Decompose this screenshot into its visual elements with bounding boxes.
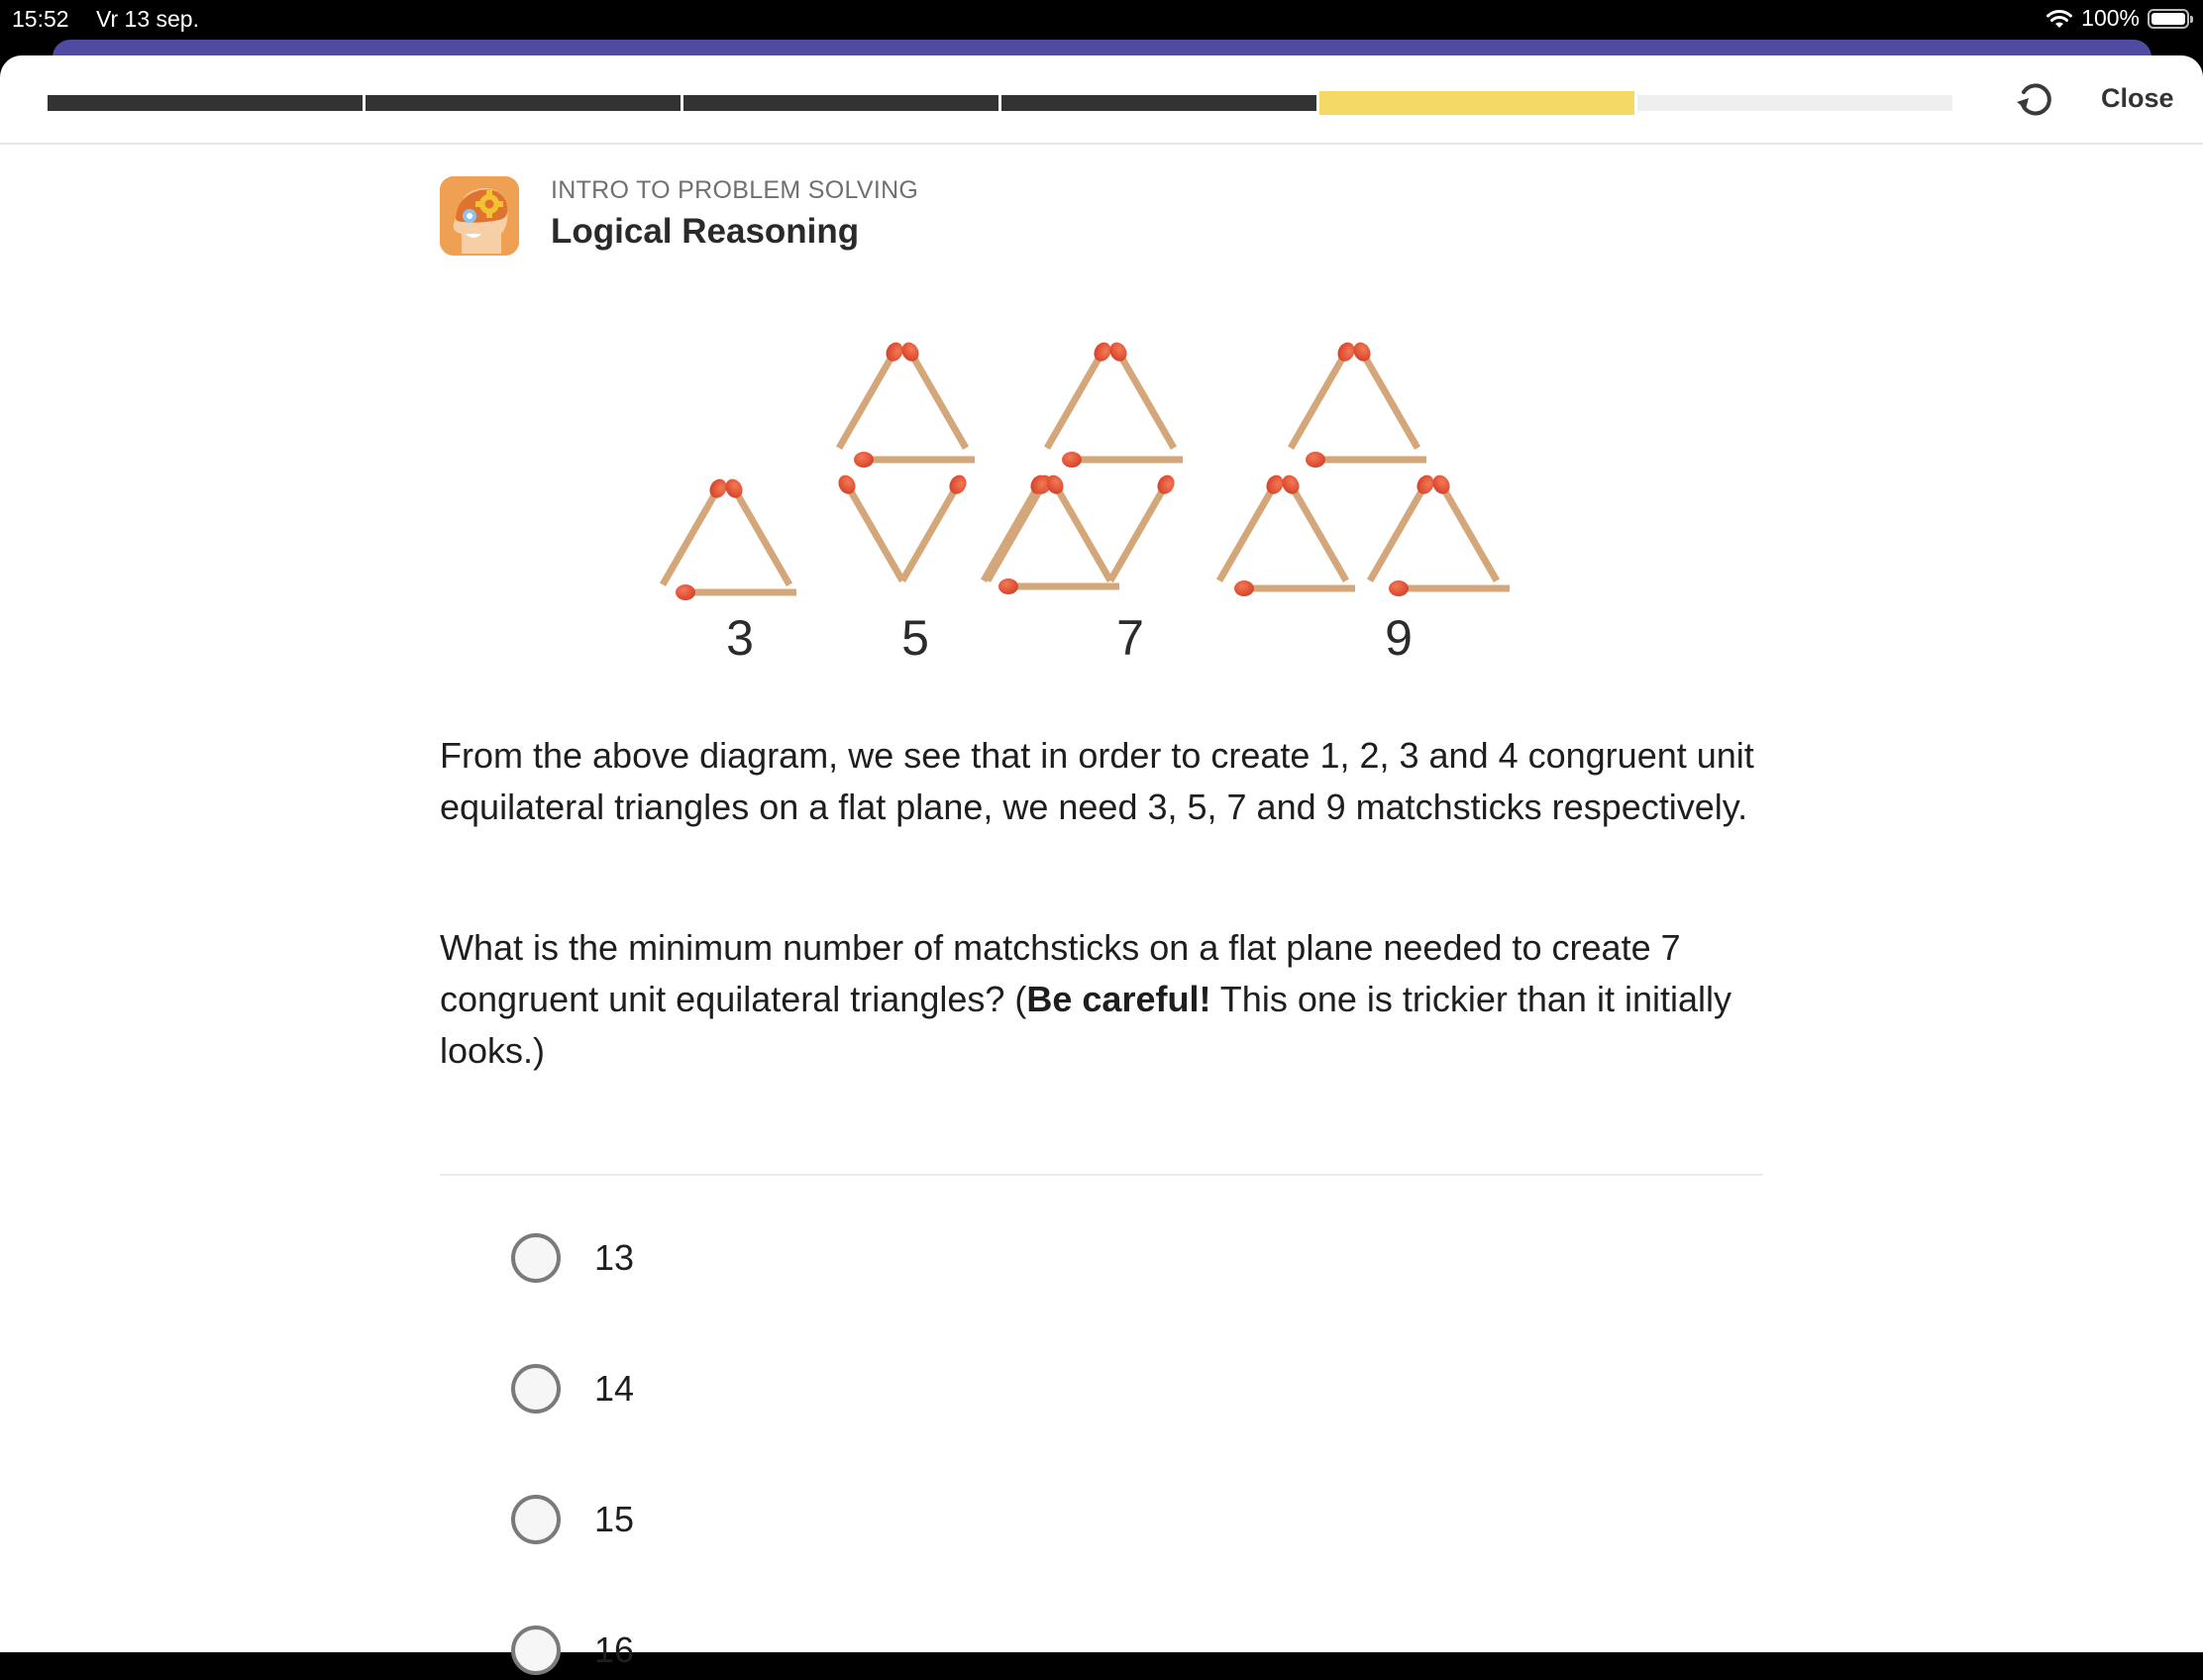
radio-button[interactable] — [511, 1233, 561, 1283]
answer-label: 16 — [594, 1629, 635, 1670]
status-time: 15:52 — [12, 6, 69, 32]
diagram-label: 7 — [1116, 610, 1144, 666]
diagram-label: 5 — [901, 610, 929, 666]
wifi-icon — [2046, 8, 2073, 30]
explanation-paragraph: From the above diagram, we see that in order to create 1, 2, 3 and 4 congruent unit equilateral triangles on a flat plane, we need 3, 5, 7 and 9 matchsticks respectively. — [440, 735, 1754, 827]
refresh-icon[interactable] — [2014, 78, 2055, 120]
answer-option-15[interactable] — [511, 1490, 634, 1549]
radio-button[interactable] — [511, 1364, 561, 1414]
close-button[interactable]: Close — [2101, 83, 2174, 113]
diagram-label: 3 — [726, 610, 754, 666]
radio-button[interactable] — [511, 1495, 561, 1544]
question-text-end: This one is trickier than it initially looks.) — [440, 979, 1731, 1071]
progress-segment-complete — [366, 95, 681, 111]
answer-option-14[interactable] — [511, 1359, 634, 1418]
status-right — [2046, 5, 2189, 32]
progress-segment-complete — [1001, 95, 1316, 111]
status-date: Vr 13 sep. — [96, 6, 199, 32]
course-name: INTRO TO PROBLEM SOLVING — [551, 176, 919, 204]
lesson-progress-bar — [48, 91, 1952, 115]
progress-segment-complete — [48, 95, 363, 111]
content-divider — [440, 1174, 1763, 1176]
answer-option-13[interactable] — [511, 1228, 634, 1288]
matchstick-triangles-illustration — [634, 327, 1575, 614]
answer-label: 13 — [594, 1237, 635, 1278]
question-emphasis: Be careful! — [1026, 979, 1211, 1019]
lesson-top-bar — [0, 55, 2203, 145]
lesson-title: Logical Reasoning — [551, 212, 860, 251]
progress-segment-incomplete — [1637, 95, 1952, 111]
brain-gears-icon — [440, 176, 519, 256]
progress-segment-complete — [683, 95, 998, 111]
battery-percent: 100% — [2081, 5, 2140, 31]
status-bar — [0, 0, 2203, 40]
diagram-label: 9 — [1385, 610, 1413, 666]
radio-button[interactable] — [511, 1626, 561, 1675]
matchstick-diagram — [634, 327, 1575, 683]
answer-label: 14 — [594, 1368, 635, 1409]
question-paragraph — [440, 922, 1772, 1077]
battery-icon — [2148, 9, 2189, 29]
question-text: What is the minimum number of matchsticks on a flat plane needed to create 7 congruent unit equilateral triangles? ( — [440, 927, 1681, 1019]
answer-label: 15 — [594, 1499, 635, 1539]
answer-option-16[interactable] — [511, 1621, 634, 1680]
progress-segment-current — [1319, 91, 1634, 115]
lesson-sheet — [0, 55, 2203, 1652]
